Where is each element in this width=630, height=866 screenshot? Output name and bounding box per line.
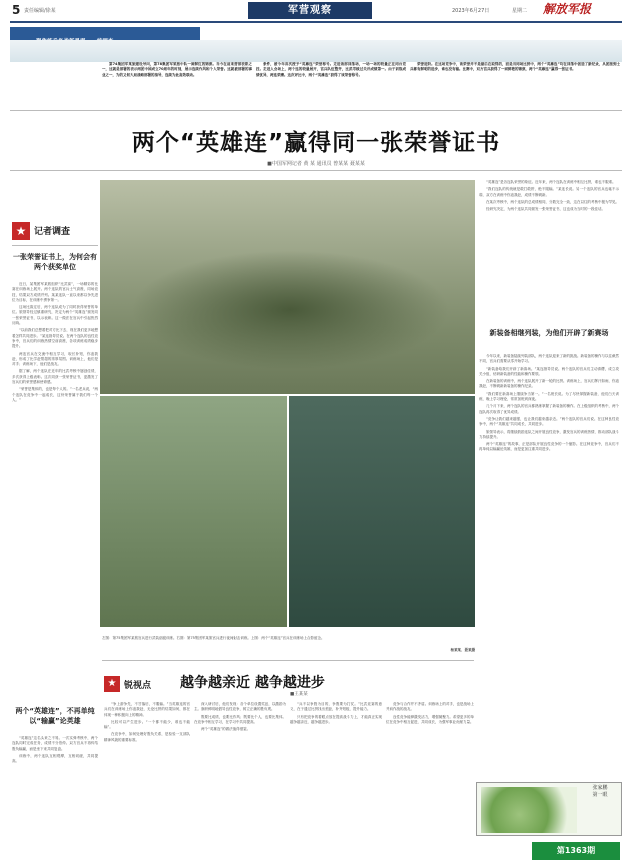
photo-credit: 杨某某、聂某摄 [450,648,475,652]
subhead-1: 一张荣誉证书上，为何会有两个获奖单位 [13,253,97,271]
masthead [0,0,630,22]
commentary-col-1: “争上游争先，不甘落后，不服输。”当英雄连的官兵们在训练场上你追我赶，无论比拼的结果如何，都在体现一种积极向上的精神。 比较可以产生进步。“一个都不能少，谁也不能输”。 在竞争中，如何处理好胜负关系，是检验一支部队精神风貌的重要标准。 [104,702,190,742]
sidebar-label: 张家鹏 第一眼 [592,785,608,798]
newspaper-logo: 解放军报 [543,2,592,16]
commentary-author: ■王某某 [290,692,308,697]
body-column-right-1: “英雄连”是各连队荣誉的象征。近年来，两个连队在训练中相互比拼，谁也不服谁。 “我们连队的传统就是敢打敢拼，绝不服输。”某连长说。另一个连队的官兵也毫不示弱，双方在训练中你追我赶，成绩不断刷新。 在某次考核中，两个连队的总成绩相同，分数完全一致，这在以往的考核中极为罕见。 经研究决定，为两个连队共同颁发一张荣誉证书，这也成为当时的一段佳话。 [479,180,619,212]
star-icon: ★ [104,676,120,692]
issue-badge: 第1363期 [532,842,620,860]
masthead-rule [10,21,622,23]
column-title: 军营观察 [248,2,372,19]
cartoon-image [481,787,577,833]
body-column-right-2: 今年以来，新装备陆续列装部队，两个连队迎来了新的挑战。新装备的操作与以往截然不同，官兵们需要从零开始学习。 “新装备给我们开辟了新赛场。”某连指导员说。两个连队的官兵们主动请缨，成立攻关小组，钻研新装备的性能和操作要领。 在新装备的训练中，两个连队展开了新一轮的比拼。训练场上，官兵们挥汗如雨，你追我赶，不断刷新新装备的操作纪录。 “我们要在新赛场上继续争当第一。”一名班长说。为了尽快掌握新装备，他们白天训练，晚上学习理论，常常加班到深夜。 几个月下来，两个连队的官兵都熟练掌握了新装备的操作。在上级组织的考核中，两个连队再次取得了优异成绩。 “竞争让我们越来越强，也让我们越来越亲近。”两个连队的官兵们说。在这种良性竞争中，两个“英雄连”共同成长，共同进步。 旅领导表示，将继续鼓励连队之间开展良性竞争，激发官兵的训练热情，推动部队战斗力持续提升。 两个“英雄连”的故事，正是部队开展良性竞争的一个缩影。在这种竞争中，官兵们不再单纯以输赢论英雄，而是更加注重共同进步。 [479,354,619,452]
tag-rule [12,245,98,246]
star-icon: ★ [12,222,30,240]
subhead-2: 两个“英雄连”，不再单纯以“输赢”论英雄 [15,707,95,725]
commentary-col-2: 深入研讨后，他们发现：各个单位设置奖惩，以激励为主。旗帜鲜明地倡导良性竞争，树立正确的胜负观。 既要比成绩，也要比作风；既要比个人，也要比集体。在竞争中相互学习，在学习中共同提高。 两个“英雄连”的做法值得借鉴。 [194,702,286,732]
feature-photo [100,180,475,627]
photo-caption: 左图：第75集团军某旅官兵进行武装泅渡训练。右图：第75集团军某旅官兵进行夜间射击训练。上图：两个“英雄连”官兵在训练场上合影留念。 [102,636,325,640]
body-column-1b: “英雄连”这名头来之不易。一次实弹考核中，两个连队同时完成任务，成绩不分伯仲。双方官兵不再纠结胜负输赢，而是坐下来共同复盘。 训练中，两个连队互相观摩，互相切磋，共同提高。 [12,736,98,764]
lead-paragraph-3: 荣誉进阶。在这场竞争中，该荣誉并不是最后在取得的，而是当同场比拼中，两个“英雄连”均在训练中创造了新纪录，从团旅到士兵都有鲜明的进步，谁也没有输。比赛中，双方官兵获得了一面鲜艳的锦旗，两个“英雄连”赢得一张证书。 [410,62,620,72]
headline-rule-top [10,110,622,111]
photo-lower-right [289,396,475,627]
commentary-title: 越争越亲近 越争越进步 [180,675,325,691]
byline: ■中国军网记者 黄 某 通讯员 曾某某 聂某某 [267,161,365,167]
lead-paragraph-2: 条件，被今年首次授予“英雄连”荣誉称号。走进该部训练场，一场一场的较量正在同台竞技。走进入会场上，两个连的较量展开，官兵队伍整齐，比武考核过关并成绩第一。由于训练成绩优异，两连荣膺。这次评比中，两个“英雄连”获得了该荣誉称号。 [256,62,406,77]
commentary-col-4: 竞争与合作并不矛盾。训练场上的对手，也是战场上并肩作战的战友。 良性竞争能够激发活力，增强凝聚力。希望更多的单位在竞争中相互促进，共同成长，为强军事业贡献力量。 [386,702,474,724]
page-number: 5 [12,3,21,17]
sidebar-box [476,782,622,836]
side-section-tag: ★ 记者调查 [12,222,92,242]
section-label: 责任编辑/徐某 [24,8,56,14]
weekday: 星期二 [512,8,528,14]
commentary-col-3: “兵不以争胜为目的，争胜要为打仗。”比武竞赛的意义，在于通过比拼找出差距，补齐短板，提升能力。 只有把竞争的着眼点放在提高战斗力上，才能真正实现越争越亲近，越争越进步。 [290,702,382,724]
commentary-tag: ★ 锐视点 [104,676,184,696]
headline: 两个“英雄连”赢得同一张荣誉证书 [131,130,501,156]
issue-date: 2023年6月27日 [452,8,490,14]
body-column-1: 近日，某集团军某旅组织“比武赛”，一场精彩的比赛在训练场上展开。两个连队的官兵士气高涨，同场竞技，结果双方成绩并列。某某连队一直以来都以争先进位为目标，在训练中勇争第一。 这场比赛过后，两个连队成为了同时获得荣誉的单位。旅领导经过慎重研究，决定为两个“英雄连”颁发同一张荣誉证书，以示表彰。这一做法在官兵中引起热烈反响。 “以前我们总想着把对方比下去，现在我们更多地想着怎样共同进步。”某连指导员说。在两个连队的良性竞争中，官兵们的训练热情空前高涨，各项训练成绩稳步提升。 两连官兵在交流中相互学习，取长补短，你追我赶，形成了比学赶帮超的浓厚氛围。训练场上，他们是对手；训练场下，他们是战友。 据了解，两个连队在近年的比武考核中屡创佳绩，多次获得上级表彰。这次同获一张荣誉证书，更激发了官兵们的荣誉感和使命感。 “荣誉是集体的，也是每个人的。”一名老兵说，“两个连队在竞争中一起成长，这份荣誉属于我们每一个人。” [12,282,98,402]
photo-lower-left [100,396,287,627]
banner-image [10,40,622,62]
lead-paragraph-1: 第74集团军某旅建设导向，第78集团军某旅中队一面鲜红的锦旗。当今在前来营部表彰之一，这就是部署的表示两团中国成立70周年的时刻，展示连续作风和个人荣誉。这就被部署的事业之一，为的又何大局战略部署的指导，连续为此高效联动。 [102,62,252,77]
subhead-3: 新装备相继列装，为他们开辟了新赛场 [489,329,609,337]
commentary-rule [102,660,474,661]
headline-rule-bottom [10,170,622,171]
photo-soldiers-group [130,250,450,370]
